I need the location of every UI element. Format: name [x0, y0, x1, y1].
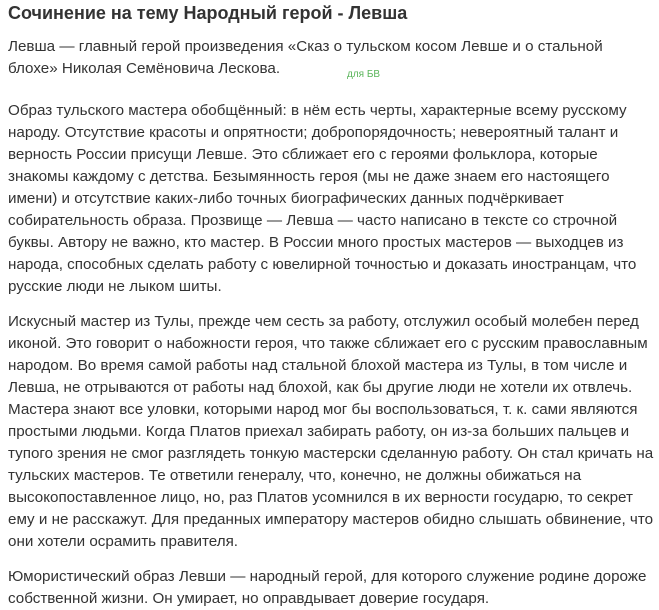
watermark-label: для БВ — [347, 69, 381, 80]
article-title: Сочинение на тему Народный герой - Левша — [8, 3, 408, 23]
article — [8, 2, 656, 610]
article-paragraph-2: Образ тульского мастера обобщённый: в нём есть черты, характерные всему русскому народу. Отсутствие красоты и опрятности; добропорядочность; невероятный талант и верность России присущи Левше. Это сближает его с героями фольклора, которые знакомы каждому с детства. Безымянность героя (мы не даже знаем его настоящего имени) и отсутствие каких-либо точных биографических данных подчёркивает собирательность образа. Прозвище — Левша — часто написано в тексте со строчной буквы. Автору не важно, кто мастер. В России много простых мастеров — выходцев из народа, способных сделать работу с ювелирной точностью и доказать иностранцам, что русские люди не лыком шиты. — [8, 102, 637, 295]
article-paragraph-1: Левша — главный герой произведения «Сказ о тульском косом Левше и о стальной блохе» Николая Семёновича Лескова. — [8, 38, 603, 77]
article-paragraph-4: Юмористический образ Левши — народный герой, для которого служение родине дороже собственной жизни. Он умирает, но оправдывает доверие государя. — [8, 568, 647, 607]
article-paragraph-3: Искусный мастер из Тулы, прежде чем сесть за работу, отслужил особый молебен перед иконой. Это говорит о набожности героя, что также сближает его с русским православным народом. Во время самой работы над стальной блохой мастера из Тулы, в том числе и Левша, не отрываются от работы над блохой, как бы другие люди не хотели их отвлечь. Мастера знают все уловки, которыми народ мог бы воспользоваться, т. к. сами являются простыми людьми. Когда Платов приехал забирать работу, он из-за больших пальцев и тупого зрения не смог разглядеть тонкую мастерски сделанную работу. Он стал кричать на тульских мастеров. Те ответили генералу, что, конечно, не должны обижаться на высокопоставленное лицо, но, раз Платов усомнился в их верности государю, то секрет ему и не расскажут. Для преданных императору мастеров обидно слышать обвинение, что они хотели осрамить правителя. — [8, 313, 654, 550]
